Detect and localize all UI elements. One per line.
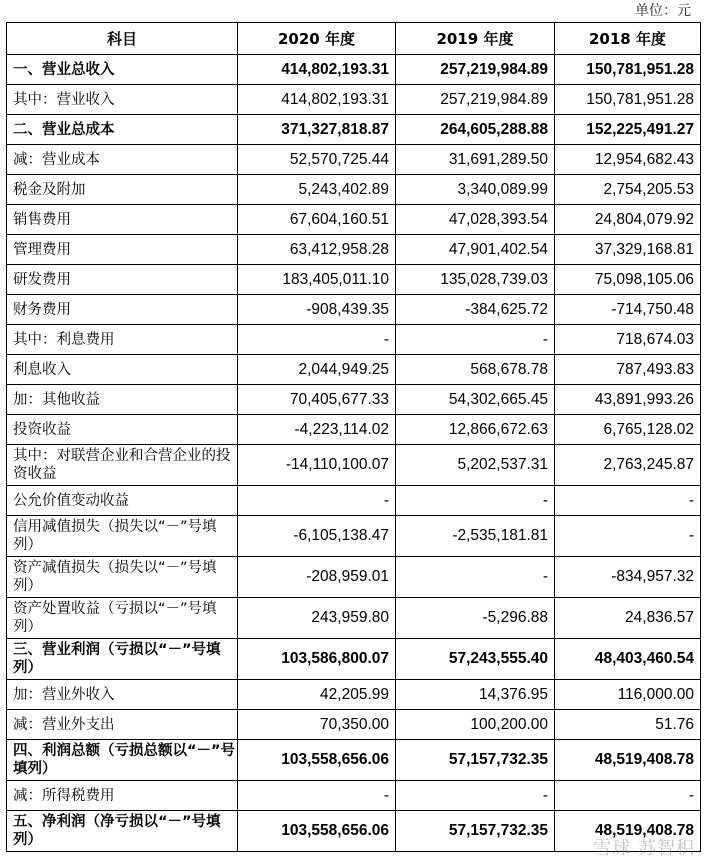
table-row: [7, 598, 701, 639]
table-row: [7, 145, 701, 175]
row-label: 二、营业总成本: [7, 115, 238, 145]
unit-label: 单位：元: [635, 3, 691, 19]
row-label: 一、营业总收入: [7, 55, 238, 85]
value-2019: 100,200.00: [396, 710, 555, 740]
value-2018: 718,674.03: [555, 325, 701, 355]
value-2020: -208,959.01: [238, 557, 396, 598]
table-row: [7, 385, 701, 415]
value-2018: -714,750.48: [555, 295, 701, 325]
value-2019: 54,302,665.45: [396, 385, 555, 415]
value-2020: 103,558,656.06: [238, 740, 396, 781]
table-row: [7, 175, 701, 205]
value-2018: -: [555, 486, 701, 516]
value-2020: -: [238, 781, 396, 811]
header-2018: 2018 年度: [555, 23, 701, 55]
row-label: 加：营业外收入: [7, 680, 238, 710]
table-row: [7, 516, 701, 557]
value-2020: -4,223,114.02: [238, 415, 396, 445]
value-2019: -384,625.72: [396, 295, 555, 325]
table-row: [7, 325, 701, 355]
row-label: 加：其他收益: [7, 385, 238, 415]
row-label: 其中：营业收入: [7, 85, 238, 115]
row-label: 信用减值损失（损失以“－”号填列）: [7, 516, 238, 557]
value-2018: 48,519,408.78: [555, 740, 701, 781]
value-2018: 48,403,460.54: [555, 639, 701, 680]
value-2018: 150,781,951.28: [555, 55, 701, 85]
value-2018: 152,225,491.27: [555, 115, 701, 145]
value-2018: 51.76: [555, 710, 701, 740]
value-2019: 135,028,739.03: [396, 265, 555, 295]
value-2020: 2,044,949.25: [238, 355, 396, 385]
value-2018: 48,519,408.78: [555, 811, 701, 852]
value-2019: 31,691,289.50: [396, 145, 555, 175]
row-label: 销售费用: [7, 205, 238, 235]
row-label: 资产减值损失（损失以“－”号填列）: [7, 557, 238, 598]
value-2019: 257,219,984.89: [396, 85, 555, 115]
table-row: [7, 740, 701, 781]
value-2019: 5,202,537.31: [396, 445, 555, 486]
value-2020: 5,243,402.89: [238, 175, 396, 205]
value-2020: 183,405,011.10: [238, 265, 396, 295]
table-row: [7, 557, 701, 598]
value-2020: -: [238, 325, 396, 355]
row-label: 其中：对联营企业和合营企业的投资收益: [7, 445, 238, 486]
table-row: [7, 781, 701, 811]
value-2020: -908,439.35: [238, 295, 396, 325]
value-2019: -: [396, 557, 555, 598]
value-2020: -6,105,138.47: [238, 516, 396, 557]
value-2019: 47,028,393.54: [396, 205, 555, 235]
value-2018: 43,891,993.26: [555, 385, 701, 415]
value-2019: 257,219,984.89: [396, 55, 555, 85]
value-2020: 52,570,725.44: [238, 145, 396, 175]
table-row: [7, 445, 701, 486]
value-2018: -: [555, 781, 701, 811]
row-label: 其中：利息费用: [7, 325, 238, 355]
row-label: 资产处置收益（亏损以“－”号填列）: [7, 598, 238, 639]
table-row: [7, 486, 701, 516]
value-2020: 63,412,958.28: [238, 235, 396, 265]
value-2019: 3,340,089.99: [396, 175, 555, 205]
value-2019: 57,157,732.35: [396, 811, 555, 852]
value-2018: 24,836.57: [555, 598, 701, 639]
value-2020: 103,586,800.07: [238, 639, 396, 680]
row-label: 财务费用: [7, 295, 238, 325]
value-2018: 12,954,682.43: [555, 145, 701, 175]
row-label: 四、利润总额（亏损总额以“－”号填列）: [7, 740, 238, 781]
value-2019: 57,157,732.35: [396, 740, 555, 781]
value-2018: 2,763,245.87: [555, 445, 701, 486]
row-label: 减：营业外支出: [7, 710, 238, 740]
value-2019: -: [396, 325, 555, 355]
table-row: [7, 235, 701, 265]
table-row: [7, 355, 701, 385]
value-2019: 47,901,402.54: [396, 235, 555, 265]
table-row: [7, 680, 701, 710]
row-label: 研发费用: [7, 265, 238, 295]
value-2018: 2,754,205.53: [555, 175, 701, 205]
header-2019: 2019 年度: [396, 23, 555, 55]
value-2019: 12,866,672.63: [396, 415, 555, 445]
value-2020: 67,604,160.51: [238, 205, 396, 235]
value-2020: -14,110,100.07: [238, 445, 396, 486]
value-2018: 75,098,105.06: [555, 265, 701, 295]
table-row: [7, 115, 701, 145]
row-label: 公允价值变动收益: [7, 486, 238, 516]
value-2020: 70,405,677.33: [238, 385, 396, 415]
value-2020: 243,959.80: [238, 598, 396, 639]
row-label: 三、营业利润（亏损以“－”号填列）: [7, 639, 238, 680]
header-2020: 2020 年度: [238, 23, 396, 55]
income-statement-table: [6, 22, 701, 852]
header-row: [7, 23, 701, 55]
table-row: [7, 295, 701, 325]
table-row: [7, 85, 701, 115]
row-label: 投资收益: [7, 415, 238, 445]
value-2019: 568,678.78: [396, 355, 555, 385]
value-2019: -2,535,181.81: [396, 516, 555, 557]
row-label: 减：营业成本: [7, 145, 238, 175]
value-2020: 371,327,818.87: [238, 115, 396, 145]
table-row: [7, 205, 701, 235]
table-row: [7, 265, 701, 295]
value-2019: -5,296.88: [396, 598, 555, 639]
row-label: 减：所得税费用: [7, 781, 238, 811]
value-2018: 150,781,951.28: [555, 85, 701, 115]
value-2019: -: [396, 781, 555, 811]
value-2018: 37,329,168.81: [555, 235, 701, 265]
value-2020: 103,558,656.06: [238, 811, 396, 852]
value-2019: 14,376.95: [396, 680, 555, 710]
value-2018: 24,804,079.92: [555, 205, 701, 235]
value-2020: 42,205.99: [238, 680, 396, 710]
row-label: 利息收入: [7, 355, 238, 385]
table-row: [7, 415, 701, 445]
value-2020: 414,802,193.31: [238, 85, 396, 115]
value-2018: 116,000.00: [555, 680, 701, 710]
table-row: [7, 639, 701, 680]
row-label: 五、净利润（净亏损以“－”号填列）: [7, 811, 238, 852]
value-2020: -: [238, 486, 396, 516]
value-2019: 264,605,288.88: [396, 115, 555, 145]
value-2020: 70,350.00: [238, 710, 396, 740]
value-2020: 414,802,193.31: [238, 55, 396, 85]
value-2018: -: [555, 516, 701, 557]
table-row: [7, 710, 701, 740]
value-2018: -834,957.32: [555, 557, 701, 598]
value-2018: 6,765,128.02: [555, 415, 701, 445]
table-row: [7, 55, 701, 85]
header-subject: 科目: [7, 23, 238, 55]
value-2019: 57,243,555.40: [396, 639, 555, 680]
row-label: 管理费用: [7, 235, 238, 265]
row-label: 税金及附加: [7, 175, 238, 205]
watermark: 雪球 苏智积: [593, 838, 695, 859]
value-2019: -: [396, 486, 555, 516]
value-2018: 787,493.83: [555, 355, 701, 385]
